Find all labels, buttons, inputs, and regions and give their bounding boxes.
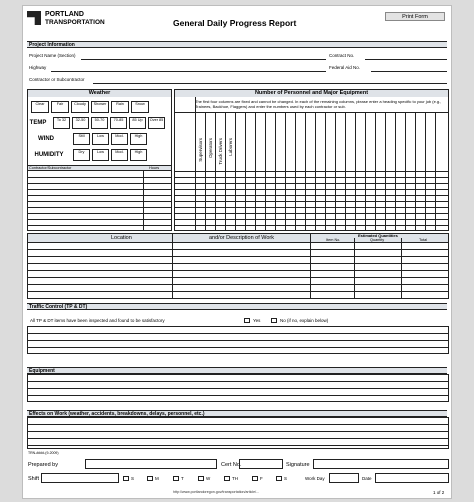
traffic-statement: All TP & DT items have been inspected and found to be satisfactory [30,318,165,323]
traffic-control-header: Traffic Control (TP & DT) [27,303,447,310]
traffic-notes-rule [28,340,448,341]
effects-notes-rule [28,431,448,432]
col-operators: Operators [208,138,213,159]
contractor-row[interactable] [28,219,171,220]
temp-range-5[interactable]: 85 Up [129,117,146,129]
traffic-yes-checkbox[interactable] [244,318,250,323]
signature-field[interactable] [313,459,449,469]
day-label: F [260,476,263,481]
day-tue-checkbox[interactable] [173,476,179,481]
day-label: TH [232,476,238,481]
day-label: T [181,476,184,481]
contractor-row[interactable] [28,195,171,196]
project-name-label: Project Name (Section) [29,53,76,58]
effects-header: Effects on Work (weather, accidents, breakdowns, delays, personnel, etc.) [27,410,447,417]
work-row[interactable] [28,284,448,285]
wind-label: WIND [38,136,54,142]
day-label: S [284,476,288,481]
contractor-row[interactable] [28,207,171,208]
contractor-row[interactable] [28,189,171,190]
traffic-no-label: No (if no, explain below) [280,318,329,323]
equipment-notes-rule [28,388,448,389]
shift-field[interactable] [41,473,119,483]
day-thu-checkbox[interactable] [224,476,230,481]
traffic-no-checkbox[interactable] [271,318,277,323]
quantity-header: Quantity [370,238,385,242]
contractor-row[interactable] [28,225,171,226]
signature-label: Signature [286,462,310,468]
personnel-row[interactable] [175,195,448,196]
project-name-field[interactable] [81,59,326,60]
federal-aid-field[interactable] [371,71,447,72]
temp-range-1[interactable]: To 32 [53,117,70,129]
day-mon-checkbox[interactable] [147,476,153,481]
traffic-notes-rule [28,333,448,334]
date-label: Date [362,476,372,481]
item-no-header: Item No. [326,238,341,242]
work-row[interactable] [28,270,448,271]
col-laborers: Laborers [228,138,233,156]
contractor-row[interactable] [28,183,171,184]
work-table-divider [401,238,402,298]
temp-range-3[interactable]: 50-70 [91,117,108,129]
day-wed-checkbox[interactable] [198,476,204,481]
contractor-row[interactable] [28,201,171,202]
temp-label: TEMP [29,120,47,126]
prepared-by-label: Prepared by [28,462,58,468]
humidity-low[interactable]: Low [92,149,109,161]
cert-no-field[interactable] [239,459,283,469]
wind-still[interactable]: Still [73,133,90,145]
personnel-col-rule [195,97,196,231]
logo-bureau: TRANSPORTATION [45,19,105,26]
logo-city: PORTLAND [45,11,84,18]
weather-cloudy[interactable]: Cloudy [71,101,89,113]
day-label: M [155,476,159,481]
prepared-by-field[interactable] [85,459,217,469]
personnel-row[interactable] [175,189,448,190]
wind-mod[interactable]: Mod. [111,133,128,145]
humidity-dry[interactable]: Dry [73,149,90,161]
contractor-label: Contractor or Subcontractor [29,77,85,82]
col-supervisors: Supervisors [198,138,203,162]
contractor-field[interactable] [93,83,447,84]
contractor-row[interactable] [28,213,171,214]
personnel-row[interactable] [175,183,448,184]
day-fri-checkbox[interactable] [252,476,258,481]
effects-notes-rule [28,424,448,425]
personnel-row[interactable] [175,219,448,220]
personnel-row[interactable] [175,213,448,214]
humidity-mod[interactable]: Mod. [111,149,128,161]
traffic-yes-label: Yes [253,318,261,323]
equipment-notes-rule [28,395,448,396]
day-label: W [206,476,211,481]
footer-url[interactable]: http://www.portlandoregon.gov/transportation/article/... [173,490,260,494]
weather-fair[interactable]: Fair [51,101,69,113]
weather-header: Weather [28,90,171,97]
cert-no-label: Cert No. [221,462,242,468]
work-row[interactable] [28,249,448,250]
contract-no-field[interactable] [365,59,447,60]
federal-aid-label: Federal Aid No. [329,65,361,70]
personnel-row[interactable] [175,201,448,202]
effects-notes-rule [28,445,448,446]
date-field[interactable] [375,473,449,483]
personnel-header: Number of Personnel and Major Equipment [175,90,448,97]
weather-snow[interactable]: Snow [131,101,149,113]
highway-field[interactable] [51,71,326,72]
personnel-row[interactable] [175,225,448,226]
hours-label: Hours [149,166,160,170]
work-row[interactable] [28,277,448,278]
work-row[interactable] [28,291,448,292]
contractor-sub-label: Contractor/Subcontractor [29,166,72,170]
humidity-label: HUMIDITY [34,152,64,158]
weather-clear[interactable]: Clear [31,101,49,113]
equipment-header: Equipment [27,367,447,374]
form-code: TRN-####-(9-2009) [28,451,59,455]
work-table-divider [172,234,173,298]
work-table-header-rule [28,242,448,243]
page-title: General Daily Progress Report [173,18,297,28]
equipment-notes-rule [28,381,448,382]
description-header: and/or Description of Work [209,235,275,241]
temp-range-6[interactable]: Over 85 [148,117,165,129]
work-day-label: Work Day [305,476,325,481]
work-table-divider [310,234,311,298]
contract-no-label: Contract No. [329,53,355,58]
location-header: Location [111,235,132,241]
highway-label: Highway [29,65,47,70]
work-table-divider [354,238,355,298]
personnel-row[interactable] [175,207,448,208]
work-row[interactable] [28,263,448,264]
pbot-logo-icon [27,11,41,25]
temp-range-2[interactable]: 32-50 [72,117,89,129]
estimated-quantities-header: Estimated Quantities [358,233,398,238]
page-number: 1 of 2 [433,490,445,495]
humidity-high[interactable]: High [130,149,147,161]
contractor-row[interactable] [28,177,171,178]
print-form-button[interactable]: Print Form [385,12,445,21]
work-day-field[interactable] [329,473,359,483]
form-sheet [22,5,452,499]
total-header: Total [419,238,428,242]
day-sun-checkbox[interactable] [123,476,129,481]
weather-shower[interactable]: Shower [91,101,109,113]
wind-low[interactable]: Low [92,133,109,145]
work-row[interactable] [28,256,448,257]
shift-label: Shift [28,476,40,482]
project-info-header: Project Information [27,41,447,48]
weather-rain[interactable]: Rain [111,101,129,113]
effects-notes-rule [28,438,448,439]
personnel-note: The first four columns are fixed and cannot be changed. In each of the remaining columns, please enter a heading specific to your job (e.g., Trainees, Backhoe, Flaggers) and enter the numbers used by each contractor or sub. [195,99,442,109]
personnel-heading-rule [175,171,448,172]
personnel-row[interactable] [175,177,448,178]
temp-range-4[interactable]: 70-85 [110,117,127,129]
col-truck-drivers: Truck Drivers [218,138,223,165]
day-sat-checkbox[interactable] [276,476,282,481]
traffic-notes-rule [28,347,448,348]
wind-high[interactable]: High [130,133,147,145]
day-label: S [131,476,135,481]
